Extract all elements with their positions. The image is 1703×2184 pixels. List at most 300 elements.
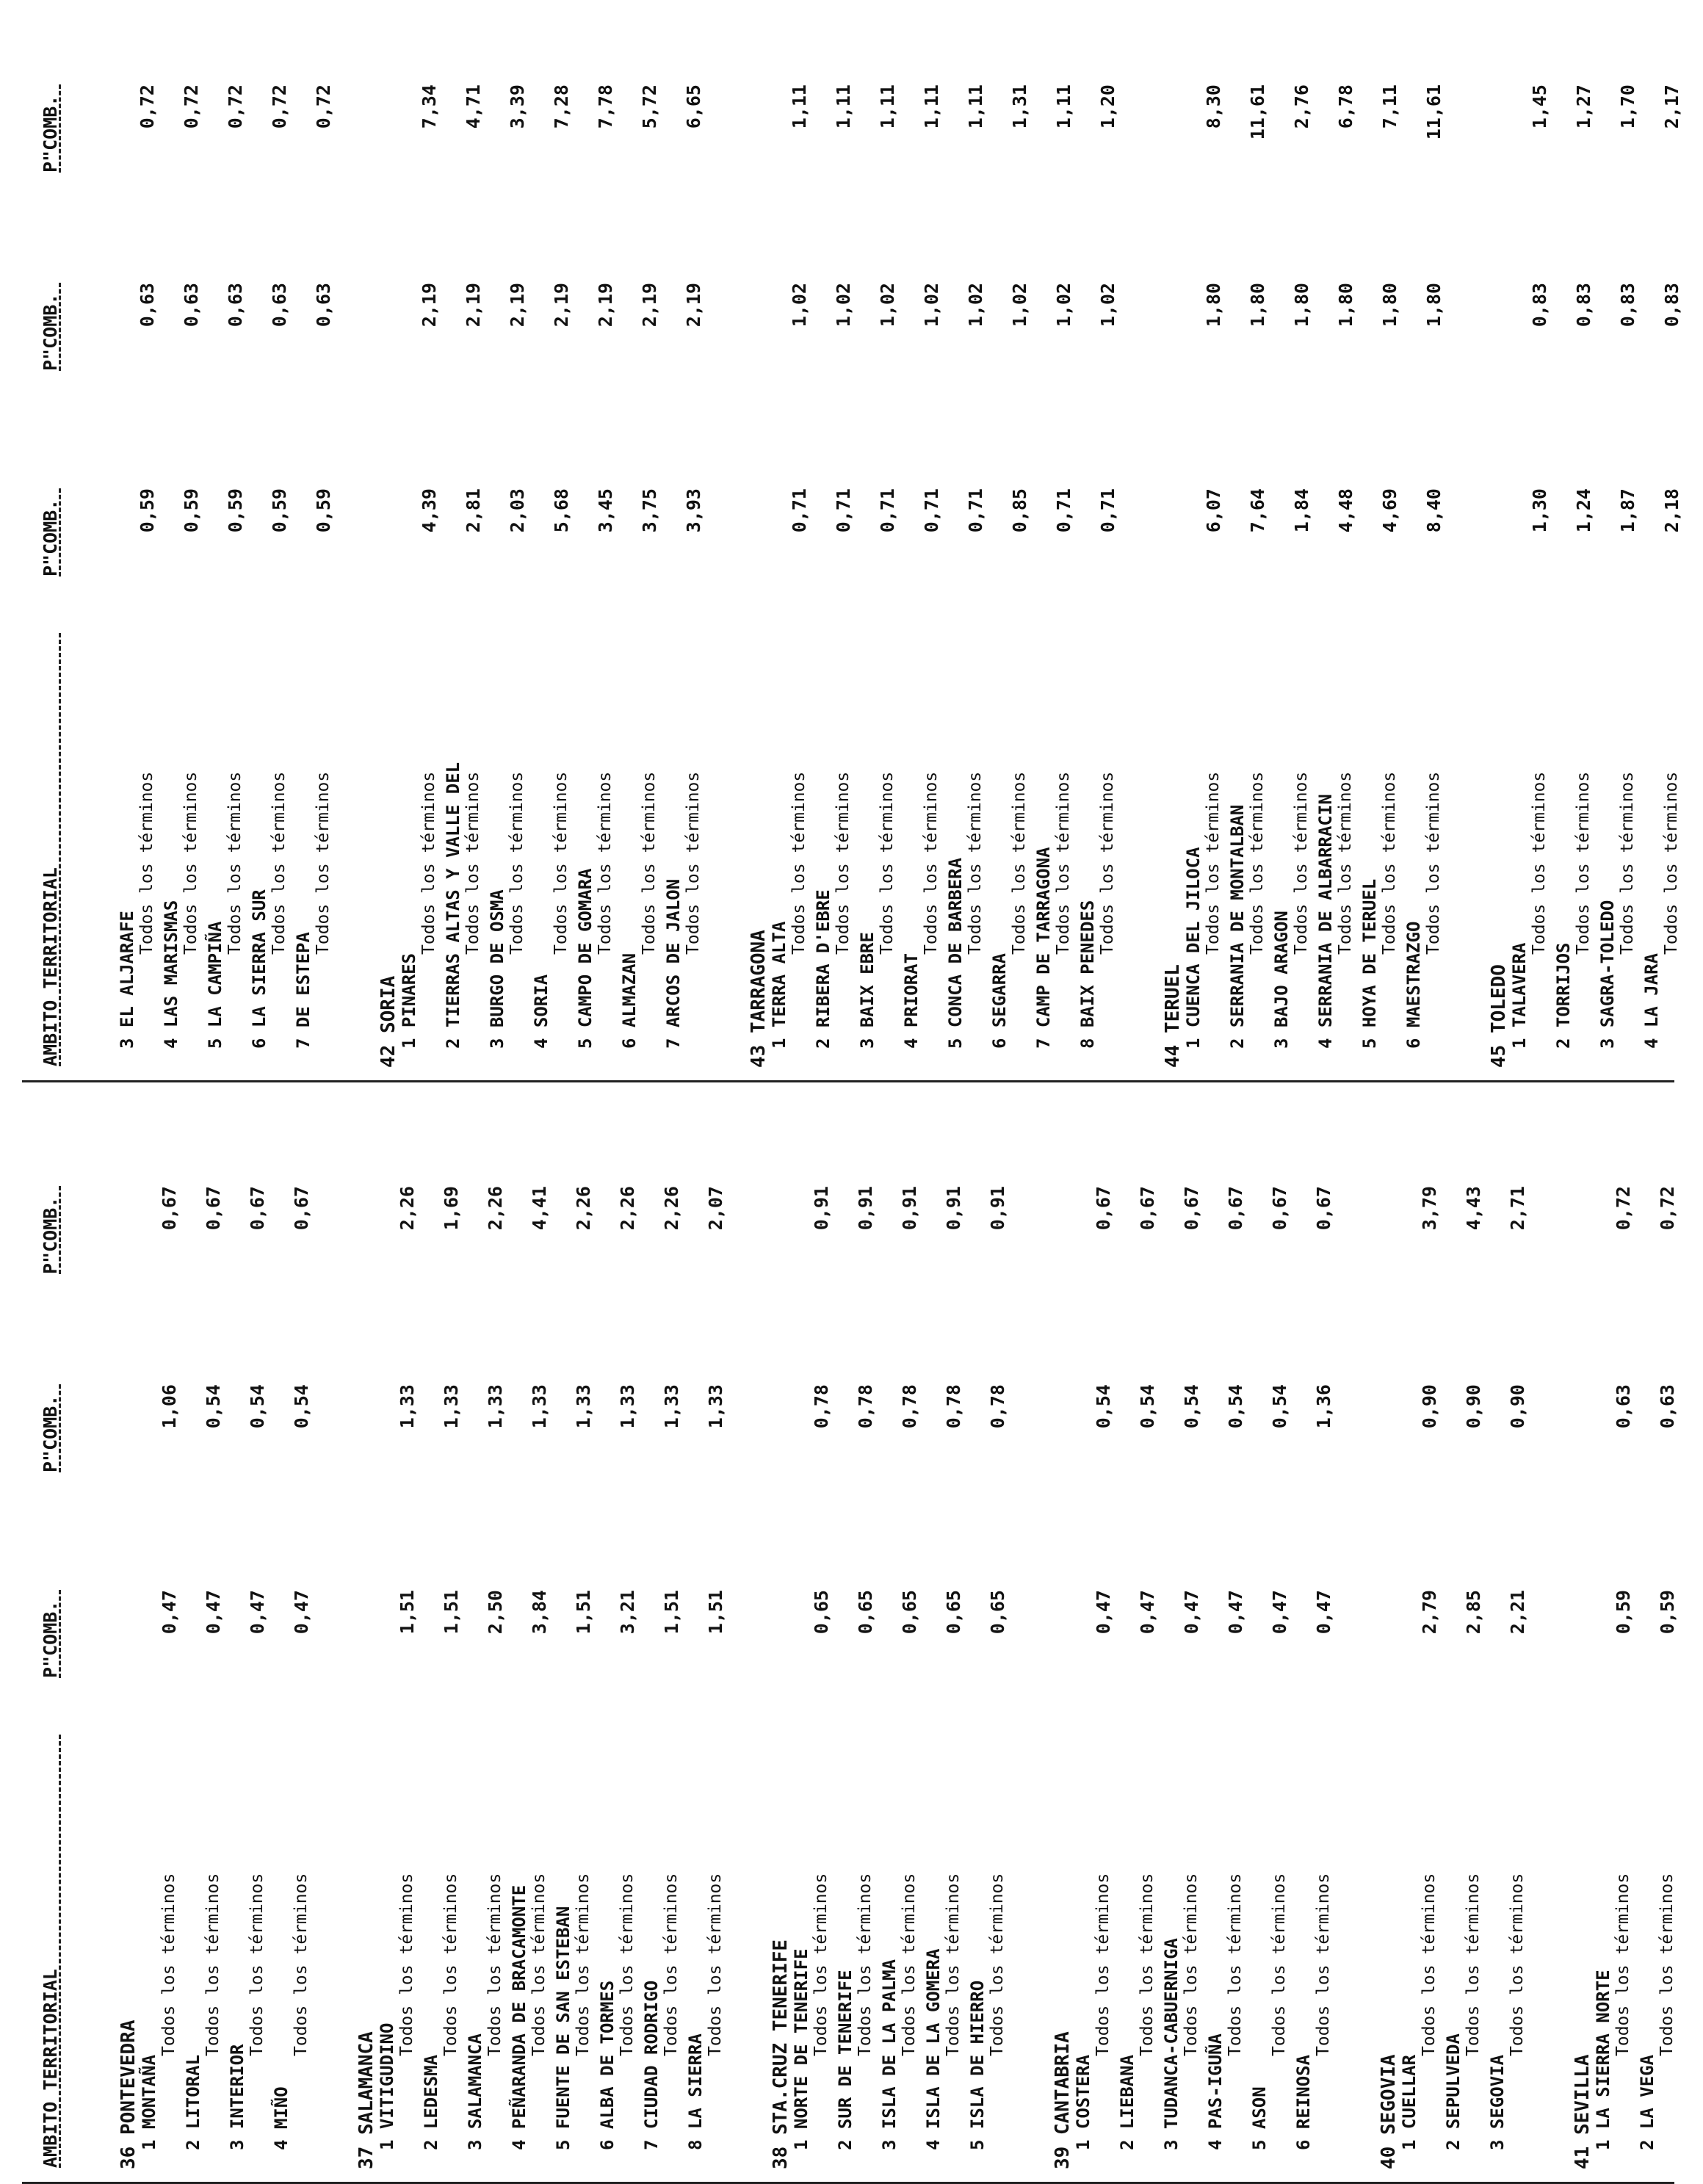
- province-title: 40 SEGOVIA: [1378, 2054, 1400, 2169]
- value-p3: 4,41: [529, 1186, 550, 1231]
- table-row: [1554, 44, 1594, 1072]
- terminos-text: Todos los términos: [811, 1873, 831, 2056]
- value-p2: 1,33: [661, 1384, 682, 1429]
- value-p3: 2,76: [1291, 84, 1312, 129]
- comarca-name: 1 CUELLAR: [1399, 2054, 1420, 2150]
- value-p2: 0,83: [1661, 283, 1682, 328]
- comarca-name: 3 EL ALJARAFE: [117, 911, 137, 1049]
- value-p2: 1,36: [1313, 1384, 1334, 1429]
- table-row: [924, 1146, 963, 2174]
- province-block: [117, 1146, 311, 2174]
- value-p2: 2,19: [551, 283, 572, 328]
- terminos-text: Todos los términos: [1054, 771, 1073, 955]
- value-p2: 1,02: [1053, 283, 1074, 328]
- comarca-name: 3 BAIX EBRE: [857, 932, 878, 1049]
- province-title: 38 STA.CRUZ TENERIFE: [770, 1939, 792, 2169]
- comarca-name: 3 ISLA DE LA PALMA: [879, 1959, 900, 2150]
- value-p2: 1,02: [1009, 283, 1030, 328]
- value-p1: 0,59: [137, 488, 158, 533]
- table-body: [117, 44, 1703, 1072]
- value-p1: 1,30: [1529, 488, 1550, 533]
- table-body: [117, 1146, 1703, 2174]
- value-p1: 0,71: [965, 488, 986, 533]
- value-p3: 1,11: [1053, 84, 1074, 129]
- terminos-text: Todos los términos: [640, 771, 659, 955]
- comarca-name: 2 TORRIJOS: [1553, 942, 1574, 1049]
- terminos-text: Todos los términos: [1093, 1873, 1113, 2056]
- value-p1: 0,71: [789, 488, 810, 533]
- table-row: [184, 1146, 223, 2174]
- terminos-text: Todos los términos: [1380, 771, 1399, 955]
- table-row: [1444, 1146, 1483, 2174]
- value-p3: 2,17: [1661, 84, 1682, 129]
- value-p1: 2,50: [485, 1590, 506, 1635]
- value-p2: 1,33: [529, 1384, 550, 1429]
- province-block: [1488, 44, 1682, 1072]
- table-row: [162, 44, 201, 1072]
- value-p1: 0,59: [181, 488, 202, 533]
- value-p3: 11,61: [1247, 84, 1268, 140]
- table-row: [422, 1146, 461, 2174]
- comarca-name: 3 SALAMANCA: [465, 2033, 485, 2150]
- comarca-name: 7 CIUDAD RODRIGO: [641, 1980, 662, 2150]
- comarca-name: 2 LIEBANA: [1117, 2054, 1138, 2150]
- comarca-name: 5 FUENTE DE SAN ESTEBAN: [553, 1906, 574, 2150]
- terminos-text: Todos los términos: [944, 1873, 963, 2056]
- value-p3: 2,26: [573, 1186, 594, 1231]
- comarca-name: 2 SERRANIA DE MONTALBAN: [1227, 804, 1248, 1049]
- comarca-name: 2 LITORAL: [183, 2054, 203, 2150]
- value-p3: 6,78: [1335, 84, 1356, 129]
- value-p3: 7,28: [551, 84, 572, 129]
- value-p3: 4,71: [463, 84, 484, 129]
- terminos-text: Todos los términos: [856, 1873, 875, 2056]
- table-row: [1642, 44, 1682, 1072]
- value-p1: 0,47: [159, 1590, 180, 1635]
- table-row: [444, 44, 483, 1072]
- value-p3: 0,67: [291, 1186, 312, 1231]
- header-ambito: AMBITO TERRITORIAL: [40, 1969, 61, 2168]
- terminos-text: Todos los términos: [314, 771, 333, 955]
- comarca-name: 3 TUDANCA-CABUERNIGA: [1161, 1938, 1182, 2150]
- value-p1: 3,45: [595, 488, 616, 533]
- value-p1: 3,93: [683, 488, 704, 533]
- header-p2: P"COMB.: [40, 1395, 61, 1472]
- value-p1: 0,65: [811, 1590, 832, 1635]
- comarca-name: 5 ASON: [1249, 2086, 1270, 2150]
- value-p2: 0,90: [1507, 1384, 1528, 1429]
- value-p1: 0,65: [987, 1590, 1008, 1635]
- province-title: 45 TOLEDO: [1488, 964, 1510, 1068]
- value-p1: 1,51: [573, 1590, 594, 1635]
- value-p3: 0,67: [159, 1186, 180, 1231]
- value-p3: 1,11: [921, 84, 942, 129]
- value-p1: 0,59: [225, 488, 246, 533]
- value-p2: 1,80: [1379, 283, 1400, 328]
- value-p2: 0,78: [855, 1384, 876, 1429]
- terminos-text: Todos los términos: [1098, 771, 1117, 955]
- terminos-text: Todos los términos: [1226, 1873, 1245, 2056]
- value-p1: 8,40: [1423, 488, 1445, 533]
- value-p3: 2,71: [1507, 1186, 1528, 1231]
- value-p1: 0,59: [1657, 1590, 1678, 1635]
- province-title: 41 SEVILLA: [1572, 2054, 1594, 2169]
- value-p1: 2,18: [1661, 488, 1682, 533]
- table-row: [1404, 44, 1444, 1072]
- comarca-name: 4 PEÑARANDA DE BRACAMONTE: [509, 1884, 529, 2150]
- value-p1: 0,71: [877, 488, 898, 533]
- province-block: [1162, 44, 1444, 1072]
- value-p1: 1,87: [1617, 488, 1638, 533]
- comarca-name: 1 CUENCA DEL JILOCA: [1183, 847, 1204, 1049]
- value-p3: 3,79: [1419, 1186, 1440, 1231]
- table-row: [686, 1146, 726, 2174]
- comarca-name: 3 INTERIOR: [227, 2044, 247, 2150]
- table-row: [642, 1146, 681, 2174]
- value-p2: 0,83: [1573, 283, 1594, 328]
- comarca-name: 1 NORTE DE TENERIFE: [791, 1948, 811, 2150]
- value-p2: 0,78: [811, 1384, 832, 1429]
- value-p2: 0,54: [1093, 1384, 1114, 1429]
- comarca-name: 2 RIBERA D'EBRE: [813, 889, 834, 1049]
- table-header: [29, 1146, 76, 2174]
- value-p1: 4,69: [1379, 488, 1400, 533]
- value-p2: 0,63: [269, 283, 290, 328]
- terminos-text: Todos los términos: [397, 1873, 416, 2056]
- value-p3: 0,67: [1181, 1186, 1202, 1231]
- terminos-text: Todos los términos: [1530, 771, 1549, 955]
- table-row: [1510, 44, 1550, 1072]
- terminos-text: Todos los términos: [706, 1873, 725, 2056]
- value-p3: 2,07: [705, 1186, 726, 1231]
- comarca-name: 3 BAJO ARAGON: [1271, 911, 1292, 1049]
- table-row: [1228, 44, 1268, 1072]
- terminos-text: Todos los términos: [1336, 771, 1355, 955]
- comarca-name: 4 SERRANIA DE ALBARRACIN: [1315, 794, 1336, 1049]
- value-p3: 8,30: [1203, 84, 1224, 129]
- table-row: [228, 1146, 267, 2174]
- value-p3: 1,31: [1009, 84, 1030, 129]
- comarca-name: 4 LAS MARISMAS: [161, 900, 181, 1049]
- value-p1: 2,21: [1507, 1590, 1528, 1635]
- value-p3: 0,72: [269, 84, 290, 129]
- comarca-name: 6 ALMAZAN: [619, 952, 640, 1049]
- table-row: [510, 1146, 549, 2174]
- terminos-text: Todos los términos: [1182, 1873, 1201, 2056]
- value-p1: 0,47: [1269, 1590, 1290, 1635]
- value-p2: 0,54: [203, 1384, 224, 1429]
- value-p2: 1,06: [159, 1384, 180, 1429]
- table-row: [1034, 44, 1074, 1072]
- terminos-text: Todos los términos: [1464, 1873, 1483, 2056]
- value-p3: 1,20: [1097, 84, 1118, 129]
- table-row: [554, 1146, 593, 2174]
- terminos-text: Todos los términos: [834, 771, 853, 955]
- value-p2: 1,33: [441, 1384, 462, 1429]
- value-p1: 1,84: [1291, 488, 1312, 533]
- table-row: [399, 44, 439, 1072]
- table-row: [140, 1146, 179, 2174]
- value-p3: 0,91: [811, 1186, 832, 1231]
- comarca-name: 6 SEGARRA: [989, 952, 1010, 1049]
- comarca-name: 4 PRIORAT: [901, 952, 922, 1049]
- terminos-text: Todos los términos: [1248, 771, 1267, 955]
- province-block: [770, 1146, 1008, 2174]
- value-p2: 2,19: [683, 283, 704, 328]
- value-p3: 3,39: [507, 84, 528, 129]
- value-p3: 5,72: [639, 84, 660, 129]
- value-p3: 0,72: [181, 84, 202, 129]
- value-p2: 0,83: [1529, 283, 1550, 328]
- value-p2: 0,63: [1657, 1384, 1678, 1429]
- comarca-name: 5 CONCA DE BARBERA: [945, 857, 966, 1049]
- terminos-text: Todos los términos: [203, 1873, 223, 2056]
- value-p1: 0,47: [1137, 1590, 1158, 1635]
- comarca-name: 2 LA VEGA: [1637, 2054, 1657, 2150]
- value-p1: 0,65: [899, 1590, 920, 1635]
- terminos-text: Todos los términos: [1138, 1873, 1157, 2056]
- header-p3: P"COMB.: [40, 1196, 61, 1274]
- value-p3: 0,72: [137, 84, 158, 129]
- province-block: [377, 44, 704, 1072]
- table-row: [1118, 1146, 1157, 2174]
- value-p3: 1,11: [965, 84, 986, 129]
- terminos-text: Todos los términos: [1420, 1873, 1439, 2056]
- table-row: [1360, 44, 1400, 1072]
- comarca-name: 3 SAGRA-TOLEDO: [1597, 900, 1618, 1049]
- value-p2: 0,54: [1181, 1384, 1202, 1429]
- table-row: [946, 44, 986, 1072]
- value-p2: 1,33: [573, 1384, 594, 1429]
- comarca-name: 5 CAMPO DE GOMARA: [575, 868, 596, 1049]
- value-p3: 1,11: [877, 84, 898, 129]
- comarca-name: 1 MONTAÑA: [139, 2054, 159, 2150]
- table-row: [990, 44, 1030, 1072]
- value-p3: 11,61: [1423, 84, 1445, 140]
- terminos-text: Todos los términos: [247, 1873, 267, 2056]
- value-p2: 1,02: [877, 283, 898, 328]
- terminos-text: Todos los términos: [1270, 1873, 1289, 2056]
- value-p2: 0,78: [987, 1384, 1008, 1429]
- value-p2: 1,02: [789, 283, 810, 328]
- value-p3: 0,91: [943, 1186, 964, 1231]
- terminos-text: Todos los términos: [988, 1873, 1007, 2056]
- table-row: [1250, 1146, 1290, 2174]
- table-row: [1488, 1146, 1527, 2174]
- comarca-name: 6 ALBA DE TORMES: [597, 1980, 618, 2150]
- value-p1: 1,51: [661, 1590, 682, 1635]
- table-row: [880, 1146, 919, 2174]
- terminos-text: Todos los términos: [292, 1873, 311, 2056]
- value-p1: 0,71: [1097, 488, 1118, 533]
- table-row: [1206, 1146, 1245, 2174]
- province-block: [1052, 1146, 1334, 2174]
- value-p3: 0,72: [1657, 1186, 1678, 1231]
- comarca-name: 7 ARCOS DE JALON: [663, 878, 684, 1049]
- terminos-text: Todos los términos: [596, 771, 615, 955]
- value-p1: 5,68: [551, 488, 572, 533]
- table-row: [117, 44, 157, 1072]
- table-row: [1638, 1146, 1677, 2174]
- table-row: [466, 1146, 505, 2174]
- table-row: [532, 44, 571, 1072]
- value-p3: 0,67: [1225, 1186, 1246, 1231]
- terminos-text: Todos los términos: [574, 1873, 593, 2056]
- value-p2: 1,33: [617, 1384, 638, 1429]
- value-p1: 0,47: [1093, 1590, 1114, 1635]
- value-p2: 0,63: [225, 283, 246, 328]
- value-p1: 0,47: [1225, 1590, 1246, 1635]
- terminos-text: Todos los términos: [900, 1873, 919, 2056]
- comarca-name: 6 LA SIERRA SUR: [249, 889, 270, 1049]
- comarca-name: 1 LA SIERRA NORTE: [1593, 1970, 1613, 2150]
- terminos-text: Todos los términos: [507, 771, 527, 955]
- value-p2: 2,19: [595, 283, 616, 328]
- value-p1: 2,85: [1463, 1590, 1484, 1635]
- value-p1: 1,24: [1573, 488, 1594, 533]
- terminos-text: Todos los términos: [463, 771, 482, 955]
- table-row: [792, 1146, 831, 2174]
- value-p2: 2,19: [419, 283, 440, 328]
- value-p2: 0,83: [1617, 283, 1638, 328]
- header-p1: P"COMB.: [40, 1600, 61, 1678]
- terminos-text: Todos los términos: [181, 771, 200, 955]
- value-p1: 2,03: [507, 488, 528, 533]
- value-p1: 4,48: [1335, 488, 1356, 533]
- header-ambito: AMBITO TERRITORIAL: [40, 867, 61, 1066]
- value-p1: 0,47: [247, 1590, 268, 1635]
- header-p1: P"COMB.: [40, 499, 61, 576]
- table-row: [664, 44, 704, 1072]
- table-row: [598, 1146, 637, 2174]
- terminos-text: Todos los términos: [1574, 771, 1593, 955]
- value-p2: 0,63: [137, 283, 158, 328]
- table-row: [1400, 1146, 1439, 2174]
- terminos-text: Todos los términos: [878, 771, 897, 955]
- terminos-text: Todos los términos: [966, 771, 985, 955]
- value-p2: 0,78: [943, 1384, 964, 1429]
- value-p2: 1,80: [1335, 283, 1356, 328]
- table-row: [1078, 44, 1118, 1072]
- divider-center: [22, 1080, 1674, 1082]
- value-p1: 2,81: [463, 488, 484, 533]
- value-p1: 1,51: [705, 1590, 726, 1635]
- value-p1: 0,59: [313, 488, 334, 533]
- comarca-name: 8 BAIX PENEDES: [1077, 900, 1098, 1049]
- comarca-name: 5 HOYA DE TERUEL: [1359, 878, 1380, 1049]
- province-block: [117, 44, 333, 1072]
- province-title: 44 TERUEL: [1162, 964, 1184, 1068]
- comarca-name: 3 BURGO DE OSMA: [487, 889, 507, 1049]
- value-p1: 0,71: [921, 488, 942, 533]
- terminos-text: Todos los términos: [1618, 771, 1637, 955]
- value-p1: 0,65: [943, 1590, 964, 1635]
- comarca-name: 6 MAESTRAZGO: [1403, 921, 1424, 1049]
- value-p2: 1,02: [1097, 283, 1118, 328]
- comarca-name: 1 TERRA ALTA: [769, 921, 789, 1049]
- header-p2: P"COMB.: [40, 293, 61, 371]
- value-p3: 6,65: [683, 84, 704, 129]
- terminos-text: Todos los términos: [441, 1873, 460, 2056]
- value-p2: 1,80: [1291, 283, 1312, 328]
- value-p2: 0,54: [1137, 1384, 1158, 1429]
- value-p3: 2,26: [661, 1186, 682, 1231]
- table-row: [1598, 44, 1638, 1072]
- comarca-name: 7 CAMP DE TARRAGONA: [1033, 847, 1054, 1049]
- comarca-name: 4 PAS-IGUÑA: [1205, 2033, 1226, 2150]
- terminos-text: Todos los términos: [485, 1873, 505, 2056]
- value-p3: 0,67: [247, 1186, 268, 1231]
- comarca-name: 2 TIERRAS ALTAS Y VALLE DEL: [443, 762, 463, 1049]
- table-row: [206, 44, 245, 1072]
- value-p3: 1,11: [789, 84, 810, 129]
- terminos-text: Todos los términos: [1292, 771, 1311, 955]
- value-p1: 0,59: [1613, 1590, 1634, 1635]
- table-panel-left: [29, 1146, 1678, 2174]
- value-p2: 0,90: [1419, 1384, 1440, 1429]
- comarca-name: 1 PINARES: [399, 952, 419, 1049]
- table-row: [294, 44, 333, 1072]
- table-row: [1074, 1146, 1113, 2174]
- terminos-text: Todos los términos: [1613, 1873, 1633, 2056]
- value-p1: 7,64: [1247, 488, 1268, 533]
- terminos-text: Todos los términos: [137, 771, 156, 955]
- value-p2: 0,54: [247, 1384, 268, 1429]
- value-p2: 1,33: [397, 1384, 418, 1429]
- terminos-text: Todos los términos: [1657, 1873, 1677, 2056]
- terminos-text: Todos los términos: [1314, 1873, 1333, 2056]
- comarca-name: 5 LA CAMPIÑA: [205, 921, 225, 1049]
- value-p1: 0,65: [855, 1590, 876, 1635]
- comarca-name: 8 LA SIERRA: [685, 2033, 706, 2150]
- table-row: [272, 1146, 311, 2174]
- value-p1: 2,79: [1419, 1590, 1440, 1635]
- value-p2: 0,63: [1613, 1384, 1634, 1429]
- table-row: [902, 44, 941, 1072]
- comarca-name: 5 ISLA DE HIERRO: [967, 1980, 988, 2150]
- value-p2: 2,19: [639, 283, 660, 328]
- province-title: 42 SORIA: [377, 975, 399, 1068]
- comarca-name: 2 LEDESMA: [421, 2054, 441, 2150]
- table-row: [1594, 1146, 1633, 2174]
- terminos-text: Todos los términos: [1010, 771, 1029, 955]
- value-p3: 2,26: [617, 1186, 638, 1231]
- province-title: 39 CANTABRIA: [1052, 2031, 1074, 2169]
- value-p3: 1,27: [1573, 84, 1594, 129]
- value-p2: 1,80: [1247, 283, 1268, 328]
- table-row: [1316, 44, 1356, 1072]
- value-p2: 0,63: [181, 283, 202, 328]
- value-p1: 4,39: [419, 488, 440, 533]
- comarca-name: 1 COSTERA: [1073, 2054, 1093, 2150]
- value-p3: 0,67: [203, 1186, 224, 1231]
- province-block: [748, 44, 1118, 1072]
- value-p1: 0,47: [1313, 1590, 1334, 1635]
- province-title: 43 TARRAGONA: [748, 930, 770, 1068]
- table-row: [858, 44, 897, 1072]
- value-p1: 0,71: [833, 488, 854, 533]
- table-row: [576, 44, 615, 1072]
- value-p3: 0,91: [899, 1186, 920, 1231]
- value-p2: 0,63: [313, 283, 334, 328]
- value-p1: 0,47: [203, 1590, 224, 1635]
- comarca-name: 7 DE ESTEPA: [293, 932, 314, 1049]
- value-p2: 0,90: [1463, 1384, 1484, 1429]
- comarca-name: 3 SEGOVIA: [1487, 2054, 1508, 2150]
- value-p2: 1,80: [1203, 283, 1224, 328]
- terminos-text: Todos los términos: [1204, 771, 1223, 955]
- table-row: [620, 44, 659, 1072]
